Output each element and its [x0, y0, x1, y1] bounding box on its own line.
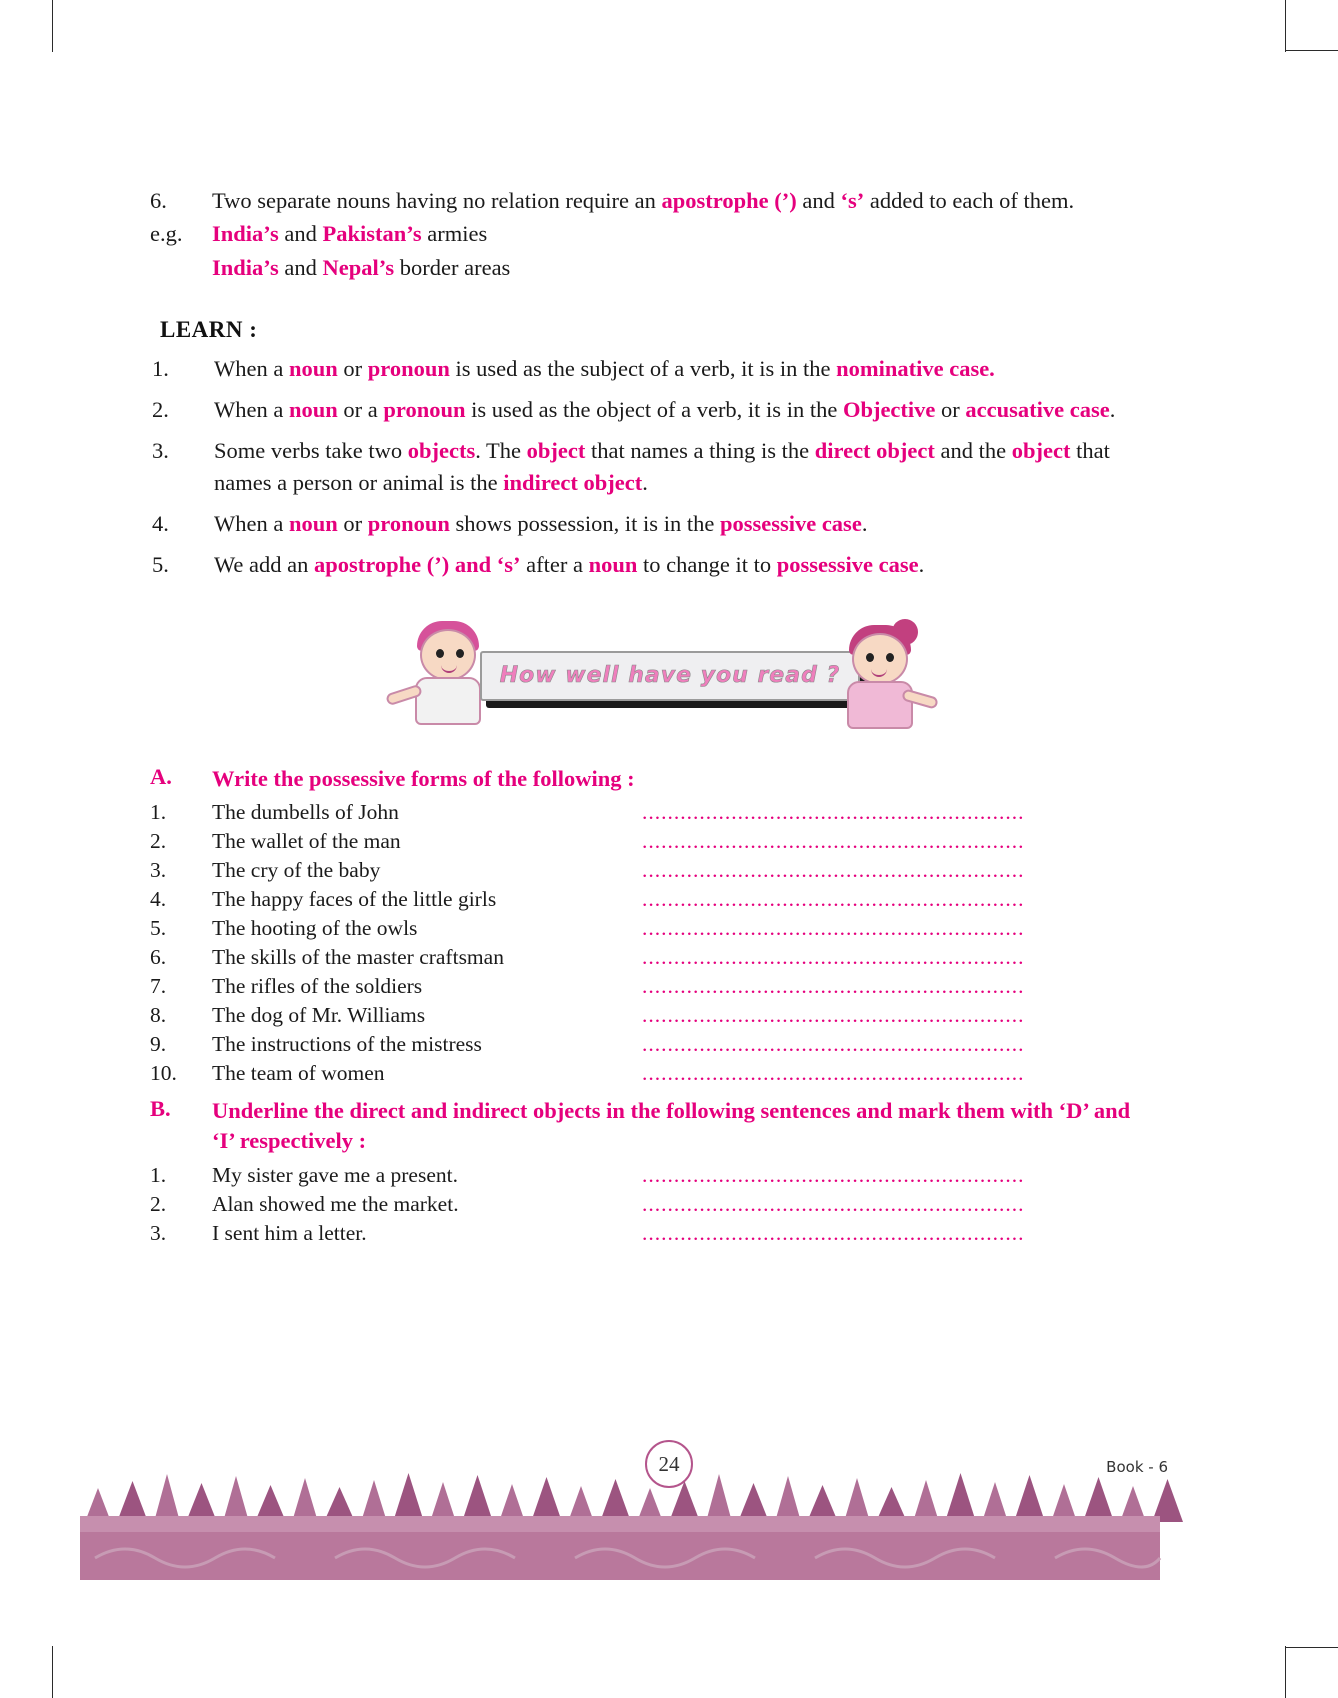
question-text: The skills of the master craftsman: [212, 944, 504, 969]
girl-eye-left: [866, 653, 874, 662]
learn-item-fragment: pronoun: [367, 355, 450, 381]
rule-text-before: Two separate nouns having no relation require an: [212, 188, 662, 213]
question-text: The dumbells of John: [212, 799, 399, 824]
learn-heading: LEARN :: [160, 316, 258, 342]
section-banner: [150, 619, 1150, 754]
learn-item-fragment: noun: [288, 355, 338, 381]
question-number: 3.: [150, 857, 167, 882]
learn-item: [152, 353, 1150, 385]
crop-mark-top-left: [52, 0, 53, 52]
learn-item-number: 3.: [152, 437, 169, 463]
learn-item-fragment: Some verbs take two: [214, 437, 408, 463]
answer-blank[interactable]: ............................................................: [642, 799, 1025, 824]
answer-blank[interactable]: ............................................................: [642, 1191, 1025, 1216]
example-2-mid: and: [278, 254, 323, 280]
question-number: 1.: [150, 799, 167, 824]
learn-item-fragment: noun: [288, 510, 338, 536]
exercise-question-row: [150, 1163, 1150, 1188]
exercise-question-row: [150, 945, 1150, 970]
question-number: 7.: [150, 973, 167, 998]
exercise-sections: [150, 764, 1150, 1246]
exercise-letter: A.: [150, 763, 172, 789]
learn-item: [152, 549, 1150, 581]
exercise-question-row: [150, 974, 1150, 999]
question-text: The cry of the baby: [212, 857, 381, 882]
rule-text: [212, 185, 1150, 217]
learn-item: [152, 435, 1150, 499]
learn-item-fragment: We add an: [214, 551, 315, 577]
question-number: 9.: [150, 1031, 167, 1056]
question-text: The instructions of the mistress: [212, 1031, 482, 1056]
rule-item-6: [150, 185, 1150, 217]
learn-item-fragment: When a: [214, 510, 289, 536]
question-number: 6.: [150, 944, 167, 969]
learn-item-fragment: or: [337, 510, 368, 536]
learn-item-text: [214, 508, 1150, 540]
learn-item-fragment: When a: [214, 396, 289, 422]
question-text: The wallet of the man: [212, 828, 401, 853]
book-label: Book - 6: [1106, 1458, 1168, 1476]
banner-sign: [480, 651, 860, 701]
learn-item-text: [214, 353, 1150, 385]
exercise-title: Underline the direct and indirect objects in the following sentences and mark them with ‘D’ and ‘I’ respectively :: [212, 1097, 1131, 1154]
learn-item-fragment: shows possession, it is in the: [449, 510, 720, 536]
page-content: [150, 185, 1150, 1250]
exercise-question-row: [150, 858, 1150, 883]
example-text-1: [212, 221, 487, 247]
learn-item-number: 2.: [152, 396, 169, 422]
rule-text-mid: and: [796, 188, 841, 213]
example-text-2: [212, 255, 510, 281]
question-number: 2.: [150, 1191, 167, 1216]
crop-mark-bottom-left: [52, 1646, 53, 1698]
girl-head: [852, 633, 908, 685]
example-1-word-1: India’s: [212, 220, 279, 246]
example-1-end: armies: [421, 220, 488, 246]
learn-item-fragment: and the: [934, 437, 1012, 463]
question-text: The rifles of the soldiers: [212, 973, 423, 998]
learn-item-fragment: .: [861, 510, 868, 536]
example-line-1: [150, 221, 1150, 247]
page-number-badge: 24: [645, 1440, 693, 1488]
question-text: Alan showed me the market.: [212, 1191, 459, 1216]
learn-item-fragment: .: [642, 469, 648, 495]
answer-blank[interactable]: ............................................................: [642, 1031, 1025, 1056]
exercise-question-row: [150, 916, 1150, 941]
answer-blank[interactable]: ............................................................: [642, 1002, 1025, 1027]
answer-blank[interactable]: ............................................................: [642, 857, 1025, 882]
exercise-letter: B.: [150, 1095, 171, 1121]
learn-item-fragment: pronoun: [367, 510, 450, 536]
learn-item-fragment: direct object: [814, 437, 935, 463]
question-number: 4.: [150, 886, 167, 911]
learn-item-fragment: apostrophe (’) and ‘s’: [314, 551, 521, 577]
learn-item-fragment: after a: [520, 551, 589, 577]
learn-item-fragment: possessive case: [776, 551, 919, 577]
learn-item-fragment: accusative case: [965, 396, 1110, 422]
crop-mark-bottom-right: [1285, 1646, 1286, 1698]
answer-blank[interactable]: ............................................................: [642, 1060, 1025, 1085]
boy-head: [420, 629, 476, 681]
example-2-end: border areas: [394, 254, 511, 280]
learn-item-fragment: noun: [288, 396, 338, 422]
learn-item-number: 4.: [152, 510, 169, 536]
learn-item-fragment: nominative case.: [836, 355, 995, 381]
question-text: The hooting of the owls: [212, 915, 418, 940]
example-line-2: [150, 255, 1150, 281]
learn-item-fragment: object: [526, 437, 586, 463]
learn-item-fragment: object: [1011, 437, 1071, 463]
example-1-word-2: Pakistan’s: [322, 220, 422, 246]
rule-text-after: added to each of them.: [864, 188, 1075, 213]
exercise-question-row: [150, 1061, 1150, 1086]
question-text: The team of women: [212, 1060, 385, 1085]
exercise-heading: [150, 764, 1150, 794]
learn-item-fragment: or: [935, 396, 966, 422]
rule-bold-apostrophe: apostrophe (’): [661, 188, 797, 213]
answer-blank[interactable]: ............................................................: [642, 1162, 1025, 1187]
exercise-title: Write the possessive forms of the following :: [212, 765, 635, 791]
girl-eye-right: [886, 653, 894, 662]
answer-blank[interactable]: ............................................................: [642, 828, 1025, 853]
learn-item-fragment: to change it to: [637, 551, 777, 577]
question-text: The dog of Mr. Williams: [212, 1002, 426, 1027]
learn-item-fragment: .: [1109, 396, 1116, 422]
learn-item-text: [214, 394, 1150, 426]
example-label-spacer: [150, 255, 212, 281]
answer-blank[interactable]: ............................................................: [642, 944, 1025, 969]
rule-bold-s: ‘s’: [840, 188, 865, 213]
crop-mark-top-right: [1285, 0, 1286, 52]
question-text: The happy faces of the little girls: [212, 886, 497, 911]
boy-eye-left: [436, 649, 444, 658]
example-label: e.g.: [150, 220, 183, 246]
learn-item-fragment: that names a person or animal is the: [214, 437, 1110, 495]
exercise-question-list: [150, 800, 1150, 1086]
girl-illustration-icon: [840, 623, 940, 743]
question-text: My sister gave me a present.: [212, 1162, 458, 1187]
learn-item-fragment: indirect object: [503, 469, 643, 495]
learn-list: [152, 353, 1150, 581]
answer-blank[interactable]: ............................................................: [642, 1220, 1025, 1245]
question-number: 5.: [150, 915, 167, 940]
boy-body: [415, 677, 481, 725]
exercise-question-row: [150, 1221, 1150, 1246]
learn-item-fragment: or: [337, 355, 368, 381]
exercise-heading: [150, 1096, 1150, 1157]
learn-item-fragment: objects: [407, 437, 476, 463]
banner-text: How well have you read ?: [499, 663, 841, 689]
question-number: 2.: [150, 828, 167, 853]
learn-item-fragment: . The: [475, 437, 527, 463]
question-number: 1.: [150, 1162, 167, 1187]
example-1-mid: and: [278, 220, 323, 246]
learn-item-text: [214, 549, 1150, 581]
crop-mark-bottom-right-h: [1286, 1647, 1338, 1648]
learn-item-fragment: pronoun: [383, 396, 466, 422]
learn-item-fragment: is used as the object of a verb, it is in the: [465, 396, 843, 422]
crop-mark-top-right-h: [1286, 50, 1338, 51]
exercise-question-row: [150, 829, 1150, 854]
learn-item-fragment: When a: [214, 355, 289, 381]
boy-eye-right: [456, 649, 464, 658]
rule-number: 6.: [150, 188, 167, 213]
exercise-question-list: [150, 1163, 1150, 1246]
learn-item-fragment: .: [918, 551, 925, 577]
learn-item-number: 5.: [152, 551, 169, 577]
question-number: 8.: [150, 1002, 167, 1027]
answer-blank[interactable]: ............................................................: [642, 886, 1025, 911]
exercise-question-row: [150, 1032, 1150, 1057]
learn-item-fragment: Objective: [842, 396, 936, 422]
learn-item-fragment: noun: [588, 551, 638, 577]
learn-item: [152, 508, 1150, 540]
exercise-question-row: [150, 1003, 1150, 1028]
girl-body: [847, 681, 913, 729]
learn-item-fragment: or a: [337, 396, 384, 422]
answer-blank[interactable]: ............................................................: [642, 915, 1025, 940]
question-number: 3.: [150, 1220, 167, 1245]
exercise-question-row: [150, 1192, 1150, 1217]
learn-item-fragment: is used as the subject of a verb, it is in the: [449, 355, 837, 381]
exercise-question-row: [150, 800, 1150, 825]
exercise-question-row: [150, 887, 1150, 912]
question-number: 10.: [150, 1060, 177, 1085]
learn-item: [152, 394, 1150, 426]
example-2-word-1: India’s: [212, 254, 279, 280]
example-2-word-2: Nepal’s: [322, 254, 395, 280]
learn-item-text: [214, 435, 1150, 499]
learn-item-fragment: that names a thing is the: [585, 437, 815, 463]
learn-item-fragment: possessive case: [719, 510, 862, 536]
learn-item-number: 1.: [152, 355, 169, 381]
question-text: I sent him a letter.: [212, 1220, 367, 1245]
answer-blank[interactable]: ............................................................: [642, 973, 1025, 998]
